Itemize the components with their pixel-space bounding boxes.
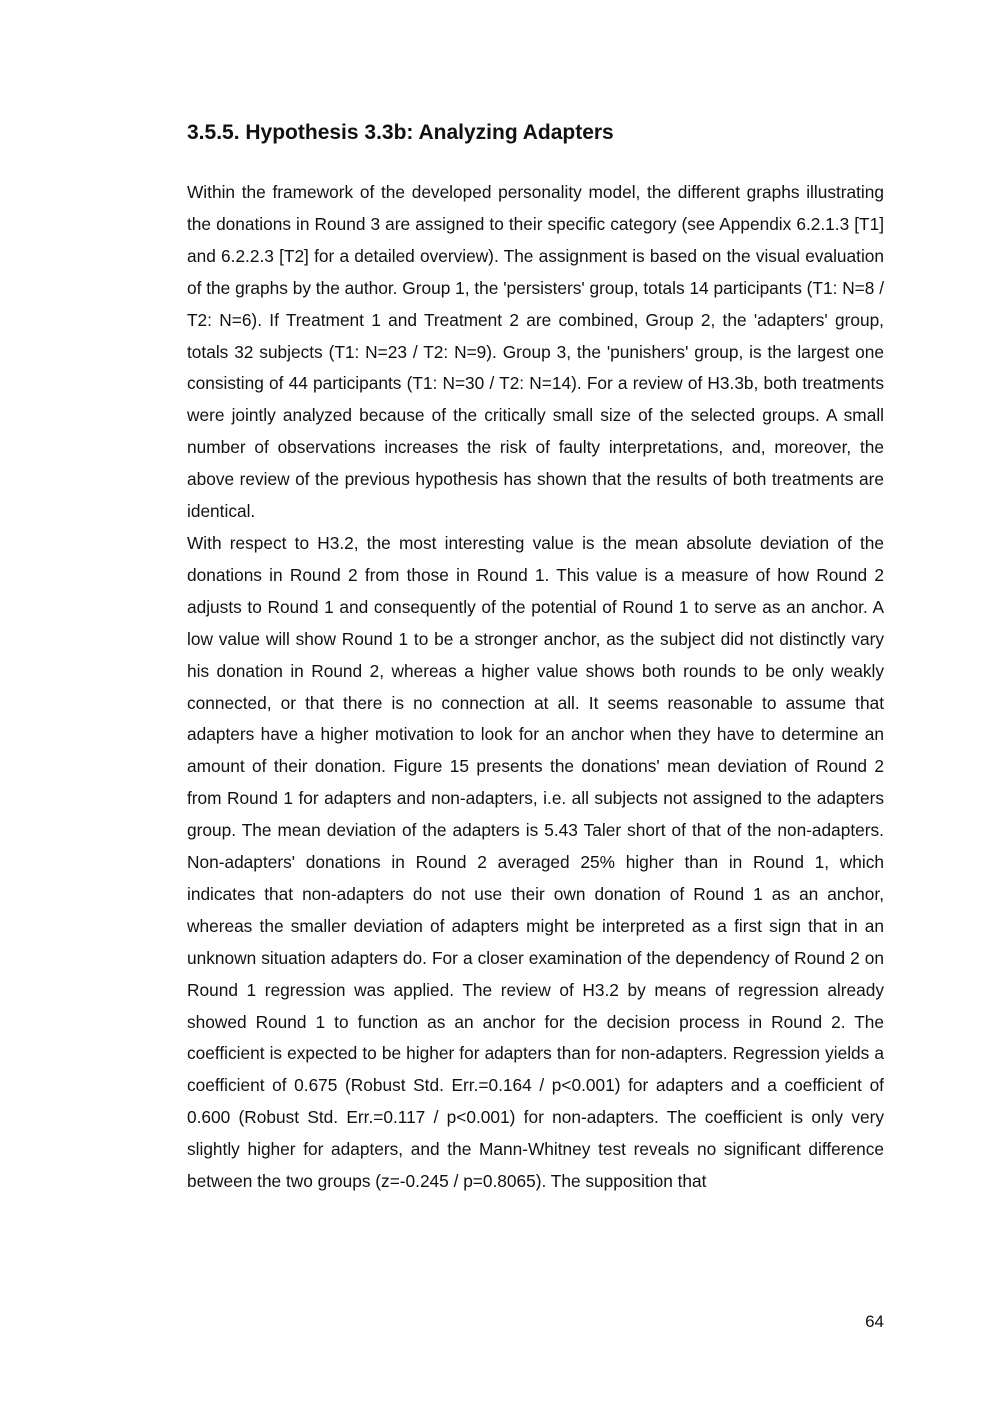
body-text bbox=[187, 177, 884, 1198]
paragraph-group-categorization: Within the framework of the developed personality model, the different graphs illustrating the donations in Round 3 are assigned to their specific category (see Appendix 6.2.1.3 [T1] and 6.2.2.3 [T2] for a detailed overview). The assignment is based on the visual evaluation of the graphs by the author. Group 1, the 'persisters' group, totals 14 participants (T1: N=8 / T2: N=6). If Treatment 1 and Treatment 2 are combined, Group 2, the 'adapters' group, totals 32 subjects (T1: N=23 / T2: N=9). Group 3, the 'punishers' group, is the largest one consisting of 44 participants (T1: N=30 / T2: N=14). For a review of H3.3b, both treatments were jointly analyzed because of the critically small size of the selected groups. A small number of observations increases the risk of faulty interpretations, and, moreover, the above review of the previous hypothesis has shown that the results of both treatments are identical. bbox=[187, 182, 884, 522]
page-number: 64 bbox=[865, 1312, 884, 1331]
paragraph-mean-deviation-analysis: With respect to H3.2, the most interesting value is the mean absolute deviation of the donations in Round 2 from those in Round 1. This value is a measure of how Round 2 adjusts to Round 1 and consequently of the potential of Round 1 to serve as an anchor. A low value will show Round 1 to be a stronger anchor, as the subject did not distinctly vary his donation in Round 2, whereas a higher value shows both rounds to be only weakly connected, or that there is no connection at all. It seems reasonable to assume that adapters have a higher motivation to look for an anchor when they have to determine an amount of their donation. Figure 15 presents the donations' mean deviation of Round 2 from Round 1 for adapters and non-adapters, i.e. all subjects not assigned to the adapters group. The mean deviation of the adapters is 5.43 Taler short of that of the non-adapters. Non-adapters' donations in Round 2 averaged 25% higher than in Round 1, which indicates that non-adapters do not use their own donation of Round 1 as an anchor, whereas the smaller deviation of adapters might be interpreted as a first sign that in an unknown situation adapters do. For a closer examination of the dependency of Round 2 on Round 1 regression was applied. The review of H3.2 by means of regression already showed Round 1 to function as an anchor for the decision process in Round 2. The coefficient is expected to be higher for adapters than for non-adapters. Regression yields a coefficient of 0.675 (Robust Std. Err.=0.164 / p<0.001) for adapters and a coefficient of 0.600 (Robust Std. Err.=0.117 / p<0.001) for non-adapters. The coefficient is only very slightly higher for adapters, and the Mann-Whitney test reveals no significant difference between the two groups (z=-0.245 / p=0.8065). The supposition that bbox=[187, 532, 884, 1192]
section-heading: 3.5.5. Hypothesis 3.3b: Analyzing Adapters bbox=[187, 121, 614, 144]
